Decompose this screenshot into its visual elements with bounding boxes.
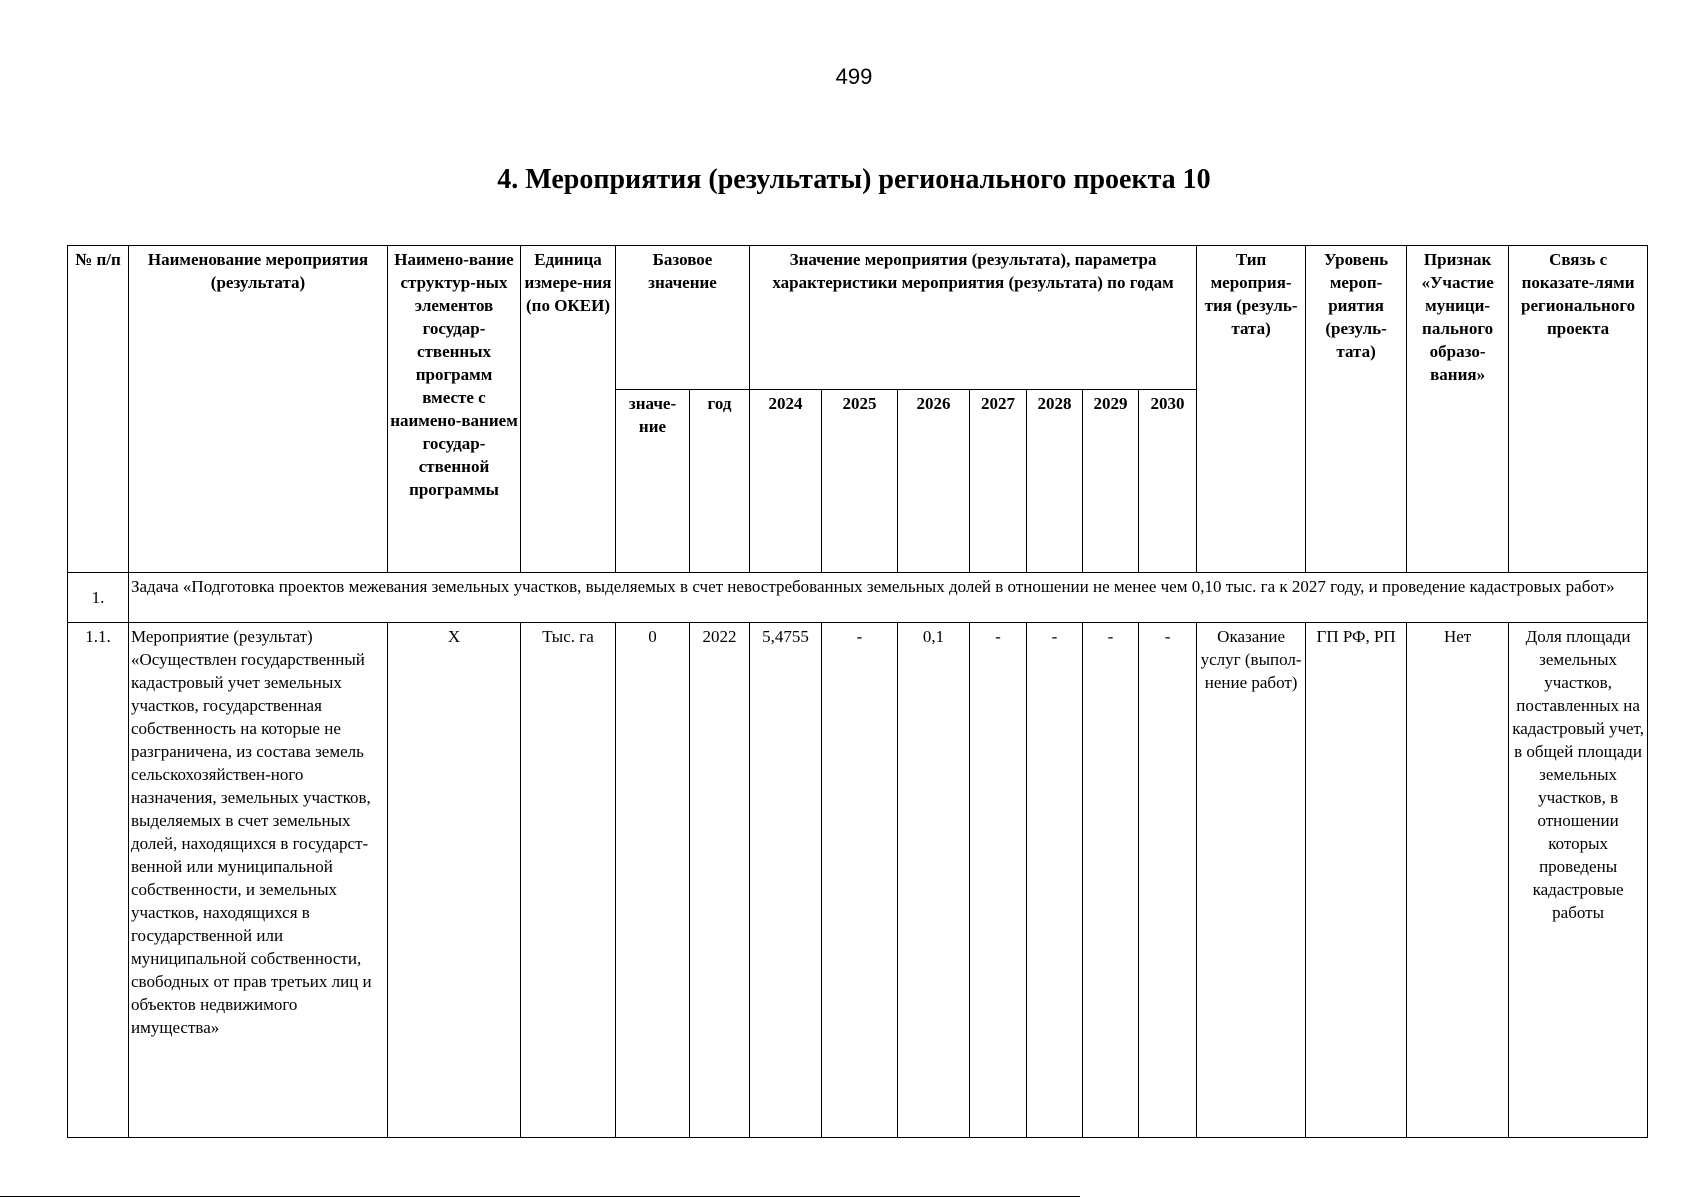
header-year-2030: 2030 (1139, 390, 1197, 573)
measure-value-2025: - (822, 623, 898, 1138)
measure-type: Оказание услуг (выпол-нение работ) (1197, 623, 1306, 1138)
header-num: № п/п (68, 246, 129, 573)
footer-divider (0, 1196, 1080, 1197)
header-link: Связь с показате-лями регионального проекта (1509, 246, 1648, 573)
page-number: 499 (835, 64, 873, 89)
header-values: Значение мероприятия (результата), параметра характеристики мероприятия (результата) по годам (750, 246, 1197, 390)
measure-level: ГП РФ, РП (1306, 623, 1407, 1138)
measure-unit: Тыс. га (521, 623, 616, 1138)
header-year-2025: 2025 (822, 390, 898, 573)
measure-sign: Нет (1407, 623, 1509, 1138)
task-text: Задача «Подготовка проектов межевания земельных участков, выделяемых в счет невостребованных земельных долей в отношении не менее чем 0,10 тыс. га к 2027 году, и проведение кадастровых работ» (129, 573, 1648, 623)
measure-value-2024: 5,4755 (750, 623, 822, 1138)
header-base-value: значе-ние (616, 390, 690, 573)
header-level: Уровень мероп-риятия (резуль-тата) (1306, 246, 1407, 573)
measure-row (68, 623, 1648, 1138)
task-row (68, 573, 1648, 623)
header-base: Базовое значение (616, 246, 750, 390)
measure-link: Доля площади земельных участков, поставленных на кадастровый учет, в общей площади земельных участков, в отношении которых проведены кадастровые работы (1509, 623, 1648, 1138)
measure-base-year: 2022 (690, 623, 750, 1138)
measure-name: Мероприятие (результат) «Осуществлен государственный кадастровый учет земельных участков, государственная собственность на которые не разграничена, из состава земель сельскохозяйствен-ного назначения, земельных участков, выделяемых в счет земельных долей, находящихся в государст-венной или муниципальной собственности, и земельных участков, находящихся в государственной или муниципальной собственности, свободных от прав третьих лиц и объектов недвижимого имущества» (129, 623, 388, 1138)
header-sign: Признак «Участие муници-пального образо-вания» (1407, 246, 1509, 573)
task-num: 1. (68, 573, 129, 623)
measure-structural: X (388, 623, 521, 1138)
measure-value-2027: - (970, 623, 1027, 1138)
header-year-2026: 2026 (898, 390, 970, 573)
header-year-2028: 2028 (1027, 390, 1083, 573)
header-year-2024: 2024 (750, 390, 822, 573)
measure-value-2026: 0,1 (898, 623, 970, 1138)
header-structural: Наимено-вание структур-ных элементов государ-ственных программ вместе с наимено-ванием государ-ственной программы (388, 246, 521, 573)
header-name: Наименование мероприятия (результата) (129, 246, 388, 573)
measure-base-value: 0 (616, 623, 690, 1138)
page-title: 4. Мероприятия (результаты) регионального проекта 10 (497, 164, 1211, 195)
header-year-2029: 2029 (1083, 390, 1139, 573)
measure-num: 1.1. (68, 623, 129, 1138)
header-base-year: год (690, 390, 750, 573)
header-unit: Единица измере-ния (по ОКЕИ) (521, 246, 616, 573)
header-type: Тип мероприя-тия (резуль-тата) (1197, 246, 1306, 573)
measure-value-2030: - (1139, 623, 1197, 1138)
measures-table (67, 245, 1648, 1138)
measure-value-2029: - (1083, 623, 1139, 1138)
measure-value-2028: - (1027, 623, 1083, 1138)
header-year-2027: 2027 (970, 390, 1027, 573)
